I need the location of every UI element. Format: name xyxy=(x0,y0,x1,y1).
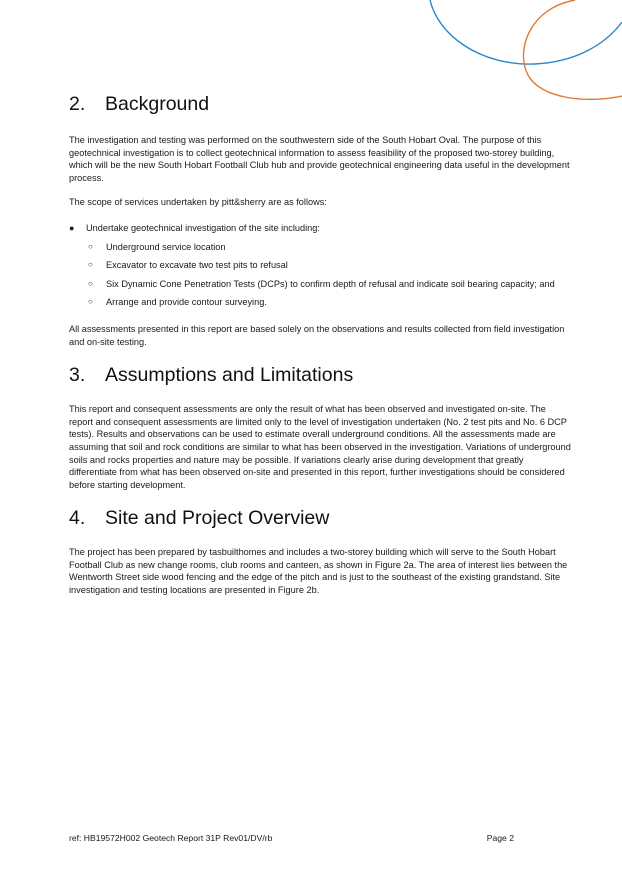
section-title: Site and Project Overview xyxy=(105,507,330,530)
sub-bullet-text: Excavator to excavate two test pits to refusal xyxy=(106,260,288,271)
sub-bullet-item xyxy=(69,241,572,254)
hollow-bullet-icon: ○ xyxy=(88,297,93,307)
hollow-bullet-icon: ○ xyxy=(88,241,93,251)
page-number: Page 2 xyxy=(486,833,514,843)
sub-bullet-item xyxy=(69,296,572,309)
section-number: 2. xyxy=(69,93,86,115)
section-number: 3. xyxy=(69,364,86,387)
site-overview-paragraph: The project has been prepared by tasbuilthomes and includes a two-storey building which will serve to the South Hobart Football Club as new change rooms, club rooms and canteen, as shown in Figure 2a. The area of interest lies between the Wentworth Street side wood fencing and the edge of the pitch and is just to the southeast of the existing grandstand. Site investigation and testing locations are presented in Figure 2b. xyxy=(69,547,568,596)
bullet-icon: ● xyxy=(69,222,75,233)
scope-bullet xyxy=(69,222,572,309)
sub-bullet-item xyxy=(69,278,572,291)
background-paragraph-1: The investigation and testing was performed on the southwestern side of the South Hobart Oval. The purpose of this geotechnical investigation is to collect geotechnical information to assess feasibility of the proposed two-storey building, which will be the new South Hobart Football Club hub and provide geotechnical engineering data useful in the development process. xyxy=(69,135,570,183)
section-heading-assumptions xyxy=(69,363,572,387)
assumptions-paragraph: This report and consequent assessments are only the result of what has been observed and investigated on-site. The report and consequent assessments are limited only to the level of investigation undertaken (No. 2 test pits and No. 6 DCP tests). Results and observations can be used to estimate overall underground conditions. All the assessments made are assuming that soil and rock conditions are similar to what has been observed in the investigation. Variations of underground soils and rocks properties and nature may be possible. If variations clearly arise during development that greatly differentiate from what has been observed on-site and presented in this report, further investigations should be considered before starting development. xyxy=(69,404,571,490)
hollow-bullet-icon: ○ xyxy=(88,278,93,288)
scope-bullet-text: Undertake geotechnical investigation of the site including: xyxy=(86,222,320,233)
footer-reference: ref: HB19572H002 Geotech Report 31P Rev01/DV/rb xyxy=(69,833,273,843)
background-paragraph-3: All assessments presented in this report are based solely on the observations and results collected from field investigation and on-site testing. xyxy=(69,323,565,347)
scope-sub-list xyxy=(86,241,572,309)
sub-bullet-text: Arrange and provide contour surveying. xyxy=(106,297,267,308)
background-paragraph-2: The scope of services undertaken by pitt&sherry are as follows: xyxy=(69,197,327,208)
section-title: Background xyxy=(105,93,210,115)
scope-list xyxy=(69,222,572,309)
main-content xyxy=(69,92,572,597)
sub-bullet-item xyxy=(69,259,572,272)
section-heading-site-overview xyxy=(69,506,572,530)
section-heading-background xyxy=(69,92,572,116)
sub-bullet-text: Six Dynamic Cone Penetration Tests (DCPs) to confirm depth of refusal and indicate soil bearing capacity; and xyxy=(106,278,555,289)
section-title: Assumptions and Limitations xyxy=(105,364,354,387)
hollow-bullet-icon: ○ xyxy=(88,260,93,270)
orange-arc xyxy=(523,0,622,99)
sub-bullet-text: Underground service location xyxy=(106,241,226,252)
section-number: 4. xyxy=(69,507,86,530)
blue-arc xyxy=(430,0,622,64)
